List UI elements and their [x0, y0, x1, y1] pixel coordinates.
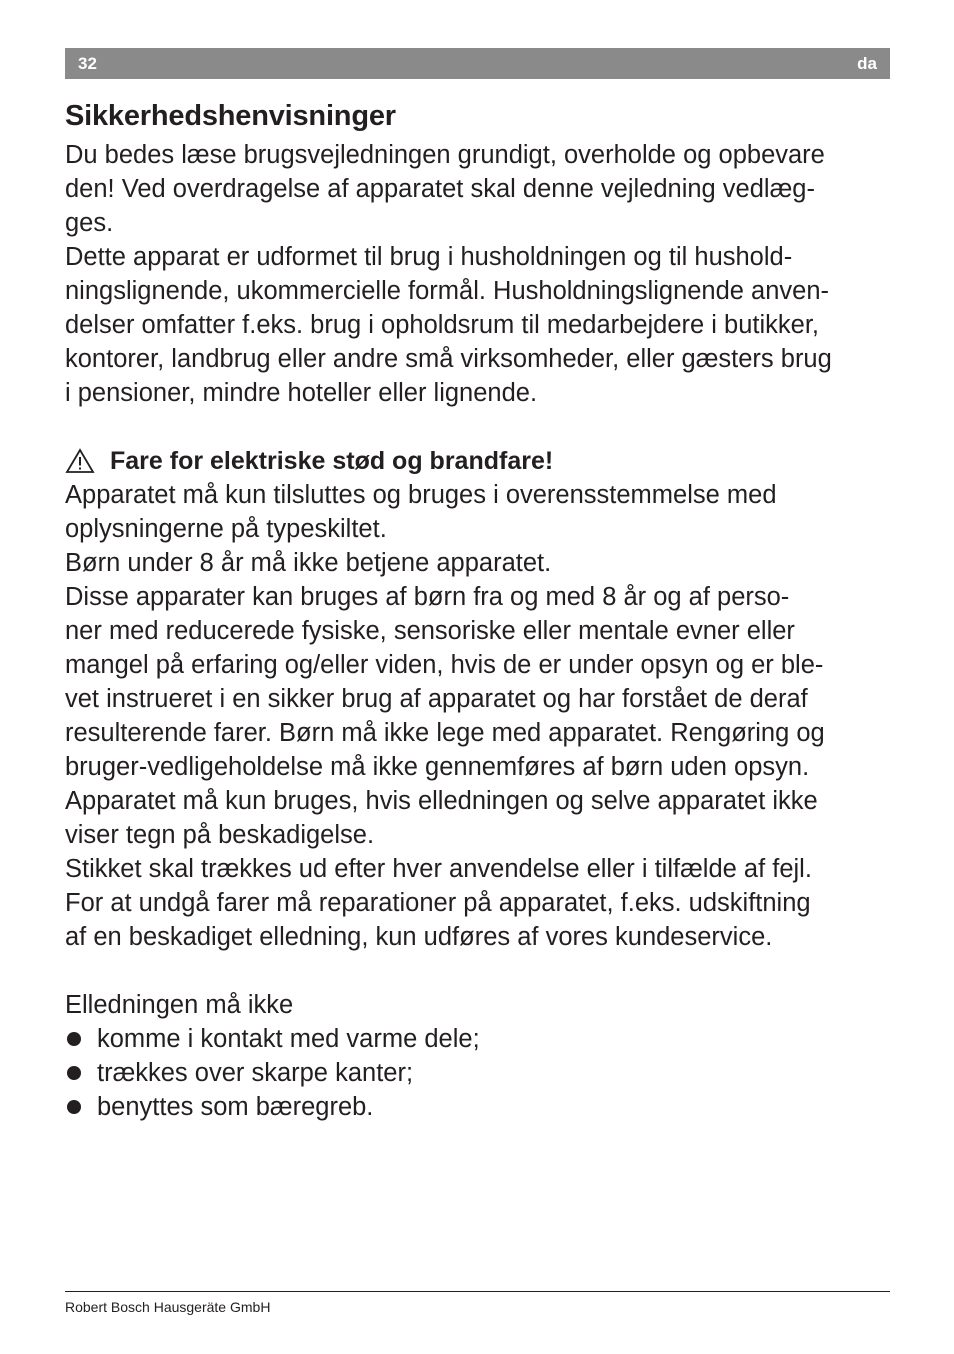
text-line: ner med reducerede fysiske, sensoriske eller mentale evner eller	[65, 617, 795, 645]
list-item-text: trækkes over skarpe kanter;	[97, 1059, 414, 1087]
text-line: kontorer, landbrug eller andre små virksomheder, eller gæsters brug	[65, 345, 832, 373]
text-line: oplysningerne på typeskiltet.	[65, 515, 387, 543]
page-title: Sikkerhedshenvisninger	[65, 100, 396, 132]
text-line: bruger-vedligeholdelse må ikke gennemføres af børn uden opsyn.	[65, 753, 810, 781]
text-line: Stikket skal trækkes ud efter hver anvendelse eller i tilfælde af fejl.	[65, 855, 812, 883]
text-line: Apparatet må kun tilsluttes og bruges i overensstemmelse med	[65, 481, 777, 509]
text-line: ges.	[65, 209, 114, 237]
paragraph-gap	[65, 954, 895, 988]
text-line: delser omfatter f.eks. brug i opholdsrum til medarbejdere i butikker,	[65, 311, 820, 339]
text-line: resulterende farer. Børn må ikke lege med apparatet. Rengøring og	[65, 719, 825, 747]
paragraph-gap	[65, 410, 895, 444]
text-line: mangel på erfaring og/eller viden, hvis de er under opsyn og er ble-	[65, 651, 824, 679]
text-line: vet instrueret i en sikker brug af apparatet og har forstået de deraf	[65, 685, 808, 713]
text-line: For at undgå farer må reparationer på apparatet, f.eks. udskiftning	[65, 889, 811, 917]
text-line: i pensioner, mindre hoteller eller lignende.	[65, 379, 538, 407]
intro-paragraph	[65, 138, 895, 410]
list-item	[65, 1056, 895, 1090]
text-line: Disse apparater kan bruges af børn fra og med 8 år og af perso-	[65, 583, 790, 611]
warning-paragraph	[65, 478, 895, 954]
warning-heading	[65, 444, 895, 478]
text-line: af en beskadiget elledning, kun udføres af vores kundeservice.	[65, 923, 773, 951]
footer-company: Robert Bosch Hausgeräte GmbH	[65, 1299, 271, 1315]
footer-divider	[65, 1291, 890, 1292]
cord-bullet-list	[65, 1022, 895, 1124]
list-item	[65, 1022, 895, 1056]
main-content	[65, 94, 895, 1124]
text-line: ningslignende, ukommercielle formål. Husholdningslignende anven-	[65, 277, 830, 305]
list-item-text: benyttes som bæregreb.	[97, 1093, 374, 1121]
text-line: Dette apparat er udformet til brug i husholdningen og til hushold-	[65, 243, 793, 271]
text-line: viser tegn på beskadigelse.	[65, 821, 375, 849]
page-header-bar	[65, 48, 890, 79]
list-item	[65, 1090, 895, 1124]
cord-intro	[65, 988, 895, 1022]
language-code: da	[857, 53, 877, 73]
list-item-text: komme i kontakt med varme dele;	[97, 1025, 480, 1053]
text-line: Børn under 8 år må ikke betjene apparatet.	[65, 549, 552, 577]
text-line: Du bedes læse brugsvejledningen grundigt, overholde og opbevare	[65, 141, 825, 169]
warning-triangle-icon	[65, 448, 95, 474]
text-line: Apparatet må kun bruges, hvis elledningen og selve apparatet ikke	[65, 787, 818, 815]
page-number: 32	[78, 53, 97, 73]
text-line: den! Ved overdragelse af apparatet skal denne vejledning vedlæg-	[65, 175, 815, 203]
bullet-icon	[67, 1032, 81, 1046]
bullet-icon	[67, 1066, 81, 1080]
bullet-icon	[67, 1100, 81, 1114]
text-line: Elledningen må ikke	[65, 991, 294, 1019]
warning-heading-text: Fare for elektriske stød og brandfare!	[110, 447, 554, 475]
